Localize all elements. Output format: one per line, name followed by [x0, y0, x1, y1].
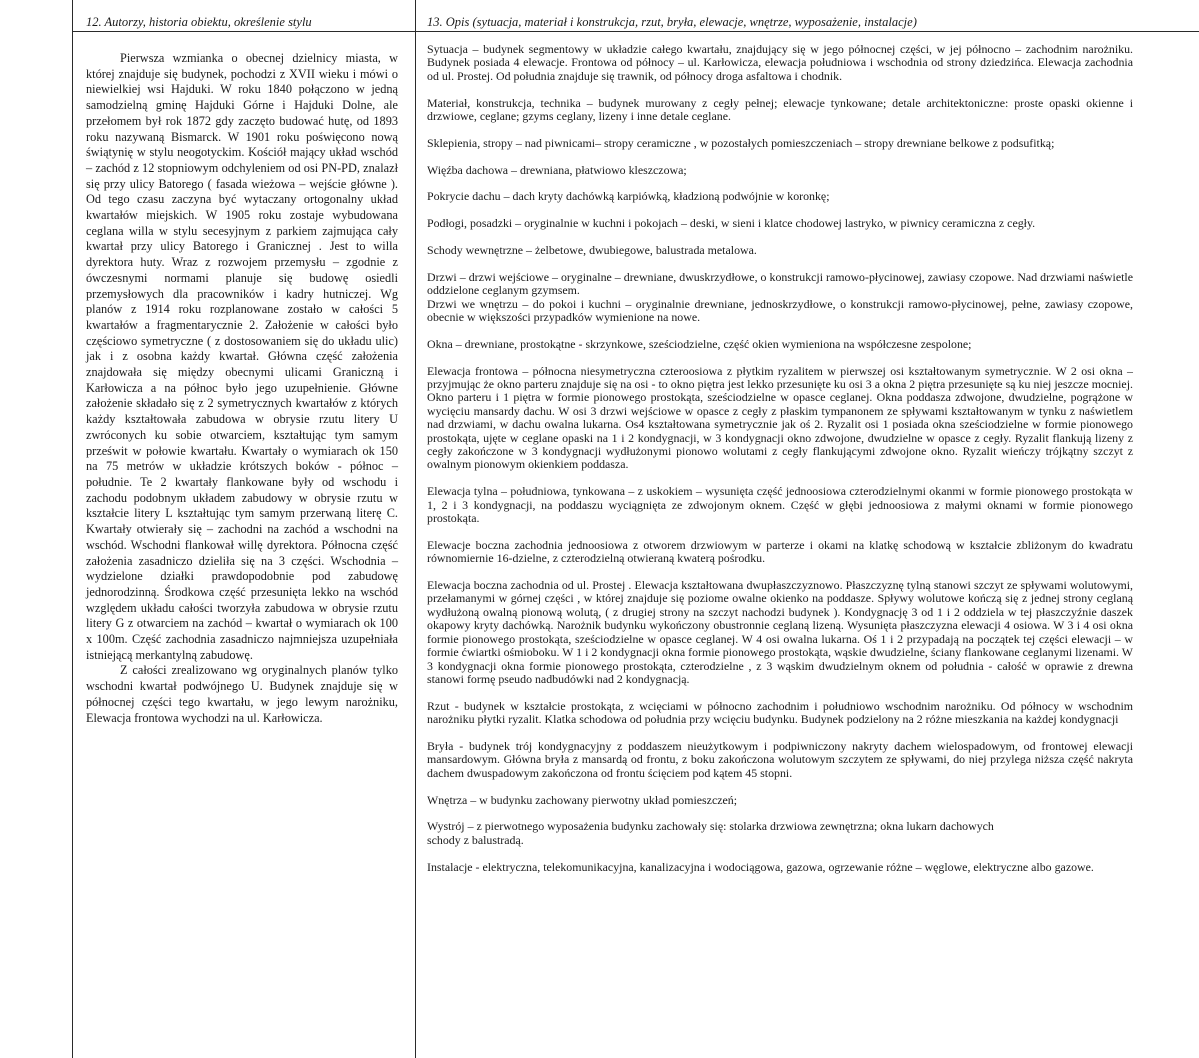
right-column-heading: 13. Opis (sytuacja, materiał i konstrukcja, rzut, bryła, elewacje, wnętrze, wyposażenie, instalacje) [427, 15, 917, 29]
massing-paragraph: Bryła - budynek trój kondygnacyjny z poddaszem nieużytkowym i podpiwniczony nakryty dachem wielospadowym, od frontowej elewacji mansardowym. Główna bryła z mansardą od frontu, z boku zakończona wolutowym szczytem ze spływami, do niej przylega niższa część nakryta dachem dwuspadowym zakończona od frontu ścięciem pod kątem 45 stopni. [427, 738, 1133, 780]
history-paragraph: Z całości zrealizowano wg oryginalnych planów tylko wschodni kwartał podwójnego U. Budynek znajduje się w północnej części tego kwartału, w jego lewym narożniku, Elewacja frontowa wychodzi na ul. Karłowicza. [86, 663, 398, 725]
plan-paragraph: Rzut - budynek w kształcie prostokąta, z wcięciami w północno zachodnim i południowo wschodnim narożniku. Od północy w wschodnim narożniku płytki ryzalit. Klatka schodowa od południa przy wcięciu budynku. Budynek podzielony na 2 różne mieszkania na każdej kondygnacji [427, 698, 1133, 727]
interior-doors-paragraph: Drzwi we wnętrzu – do pokoi i kuchni – oryginalnie drewniane, jednoskrzydłowe, o konstrukcji ramowo-płycinowej, pełne, zawiasy czopowe, obecnie w większości przypadków wymienione na nowe. [427, 296, 1133, 325]
floors-paragraph: Podłogi, posadzki – oryginalnie w kuchni i pokojach – deski, w sieni i klatce chodowej lastryko, w piwnicy ceramiczna z cegły. [427, 216, 1036, 231]
vaults-paragraph: Sklepienia, stropy – nad piwnicami– stropy ceramiczne , w pozostałych pomieszczeniach – stropy drewniane belkowe z podsufitką; [427, 135, 1055, 150]
roofing-paragraph: Pokrycie dachu – dach kryty dachówką karpiówką, kładzioną podwójnie w koronkę; [427, 189, 830, 204]
interiors-paragraph: Wnętrza – w budynku zachowany pierwotny układ pomieszczeń; [427, 792, 738, 807]
stairs-paragraph: Schody wewnętrzne – żelbetowe, dwubiegowe, balustrada metalowa. [427, 243, 757, 257]
history-paragraph: Pierwsza wzmianka o obecnej dzielnicy miasta, w której znajduje się budynek, pochodzi z XVII wieku i mówi o niewielkiej wsi Hajduki. W roku 1840 połączono w jedną samodzielną gminę Hajduki Górne i Hajduki Dolne, ale przełomem był rok 1872 gdy zaczęto budować hutę, od 1893 roku nazywaną Bismarck. W 1901 roku poświęcono nową świątynię w stylu neogotyckim. Kościół mający układ wschód – zachód z 12 stopniowym odchyleniem od osi PN-PD, znalazł się przy ulicy Batorego ( fasada wieżowa – wejście główne ). Od tego czasu zaczyna być wytaczany ortogonalny układ kwartałów miejskich. W 1905 roku zostaje wybudowana ceglana willa w stylu secesyjnym z parkiem zajmująca cały kwartał przy ulicy Batorego i Granicznej . Jest to willa dyrektora huty. Wraz z rozwojem przemysłu – zgodnie z ówczesnymi normami planuje się budowę osiedli przemysłowych dla pracowników i kadry hutniczej. Wg planów z 1914 roku rozplanowane zostało w całości 5 kwartałów a fragmentarycznie 2. Założenie w całości było częściowo symetryczne ( z dostosowaniem się do układu ulic) jak i z osobna każdy kwartał. Główna część założenia znajdowała się między obecnymi ulicami Graniczną i Karłowicza a na północ było jego uzupełnienie. Główne założenie składało się z 2 symetrycznych kwartałów z których każdy kształtowała zabudowa w obrysie rzutu litery U zwróconych ku sobie otwarciem, kształtując tym samym prześwit w połowie kwartału. Kwartały o wymiarach ok 150 na 75 metrów w układzie krótszych boków - północ – południe. Te 2 kwartały flankowane były od wschodu i zachodu podobnym układem zabudowy w obrysie rzutu w kształcie litery L kształtując tym samym przerwaną literę C. Kwartały otwierały się – zachodni na zachód a wschodni na wschód. Wschodni flankował willę dyrektora. Północna część założenia zasadniczo dzieliła się na 3 części. Wschodnia – wydzielone działki prawdopodobnie pod zabudowę jednorodzinną. Środkowa część przesunięta lekko na wschód względem układu całości tworzyła zabudowa w obrysie rzutu litery G z otwarciem na zachód – kwartał o wymiarach ok 100 x 100m. Część zachodnia zasadniczo najmniejsza uzupełniała istniejącą merkantylną zabudowę. [86, 51, 398, 662]
furnishing-paragraph: Wystrój – z pierwotnego wyposażenia budynku zachowały się: stolarka drzwiowa zewnętrzna; okna lukarn dachowych [427, 819, 994, 834]
roof-truss-paragraph: Więźba dachowa – drewniana, płatwiowo kleszczowa; [427, 162, 687, 177]
rear-elevation-paragraph: Elewacja tylna – południowa, tynkowana – z uskokiem – wysunięta część jednoosiowa czterodzielnymi okanmi w formie pionowego prostokąta w 1, 2 i 3 kondygnacji, na poddaszu wyciągnięta ze zdwojonym oknem. Część w głębi jednoosiowa z małymi oknami w formie pionowego prostokąta. [427, 484, 1133, 526]
front-elevation-paragraph: Elewacja frontowa – północna niesymetryczna czteroosiowa z płytkim ryzalitem w pierwszej osi kształtowanym symetrycznie. W 2 osi okna – przyjmując że okno parteru znajduje się na osi - to okno piętra jest lekko przesunięte ku osi 3 a okna 2 piętra przesunięte są ku niej jeszcze mocniej. Okno parteru i 1 piętra w formie pionowego prostokąta, sześciodzielne w opasce ceglanej. Okna poddasza zdwojone, dwudzielne, pogrążone w wycięciu mansardy dachu. W osi 3 drzwi wejściowe w opasce z cegły z płaskim tympanonem ze spływami kształtowanym w tynku z naświetlem nad drzwiami, w dachu owalna lukarna. Os4 kształtowana symetrycznie jak oś 2. Ryzalit osi 1 posiada okna sześciodzielne w formie pionowego prostokąta, ujęte w ceglane opaski na 1 i 2 kondygnacji, w 3 kondygnacji okno zdwojone, dwudzielne w opasce z cegły. Ryzalit flankują lizeny z cegły zakończone w 3 kondygnacji wydłużonymi pionowo wolutami z cegły flankującymi zdwojone okno. Ryzalit wieńczy trójkątny szczyt z owalnym pionowym okienkiem poddasza. [427, 363, 1133, 472]
material-paragraph: Materiał, konstrukcja, technika – budynek murowany z cegły pełnej; elewacje tynkowane; detale architektoniczne: proste opaski okienne i drzwiowe, ceglane; gzyms ceglany, lizeny i inne detale ceglane. [427, 95, 1133, 124]
installations-paragraph: Instalacje - elektryczna, telekomunikacyjna, kanalizacyjna i wodociągowa, gazowa, ogrzewanie różne – węglowe, elektryczne albo gazowe. [427, 859, 1094, 874]
left-border-line [72, 0, 73, 1058]
west-elevation-paragraph: Elewacja boczna zachodnia od ul. Prostej . Elewacja kształtowana dwupłaszczyznowo. Płaszczyznę tylną stanowi szczyt ze spływami wolutowymi, przełamanymi w górnej części , w której znajduje się poziome owalne okienko na poddasze. Spływy wolutowe kończą się z jednej strony ceglaną wydłużoną owalną pionową wolutą, ( z drugiej strony na szczyt nachodzi budynek ). Kondygnację 3 od 1 i 2 oddziela w tej płaszczyźnie daszek okapowy kryty dachówką. Narożnik budynku wykończony obustronnie ceglaną lizeną. Wysunięta płaszczyzna elewacji 4 osiowa. W 3 i 4 osi okna formie pionowego prostokąta, sześciodzielne w opasce ceglanej. W 4 osi owalna lukarna. Oś 1 i 2 przypadają na początek tej części elewacji – w formie ćwiartki ośmioboku. W 1 i 2 kondygnacji okna formie pionowego prostokąta, wąskie dwudzielne, ściany flankowane ceglanymi lizenami. W 3 kondygnacji okna formie pionowego prostokąta, czterodzielne , z 3 wąskim dwudzielnym oknem od południa - całość w oprawie z drewna stanowi formę pseudo nadbudówki nad 2 kondygnacją. [427, 578, 1133, 686]
situation-paragraph: Sytuacja – budynek segmentowy w układzie całego kwartału, znajdujący się w jego północnej części, w jej północno – zachodnim narożniku. Budynek posiada 4 elewacje. Frontowa od północy – ul. Karłowicza, elewacja południowa i wschodnia od strony dziedzińca. Elewacja zachodnia od ul. Prostej. Od południa znajduje się trawnik, od północy droga asfaltowa i chodnik. [427, 42, 1133, 83]
left-column-heading: 12. Autorzy, historia obiektu, określenie stylu [86, 15, 312, 29]
history-text [86, 51, 398, 726]
doors-paragraph: Drzwi – drzwi wejściowe – oryginalne – drewniane, dwuskrzydłowe, o konstrukcji ramowo-płycinowej, zawiasy czopowe. Nad drzwiami naświetle oddzielone ceglanym gzymsem. [427, 269, 1133, 298]
windows-paragraph: Okna – drewniane, prostokątne - skrzynkowe, sześciodzielne, część okien wymieniona na współczesne zespolone; [427, 336, 972, 351]
side-elevation-paragraph: Elewacje boczna zachodnia jednoosiowa z otworem drzwiowym w parterze i okami na klatkę schodową w kształcie zbliżonym do kwadratu równomiernie 16-dzielne, z czterodzielną otwieraną kwaterą pośrodku. [427, 537, 1133, 566]
description-text [427, 43, 1133, 887]
header-rule-line [72, 31, 1199, 32]
column-divider-line [415, 0, 416, 1058]
furnishing-paragraph-cont: schody z balustradą. [427, 832, 524, 847]
